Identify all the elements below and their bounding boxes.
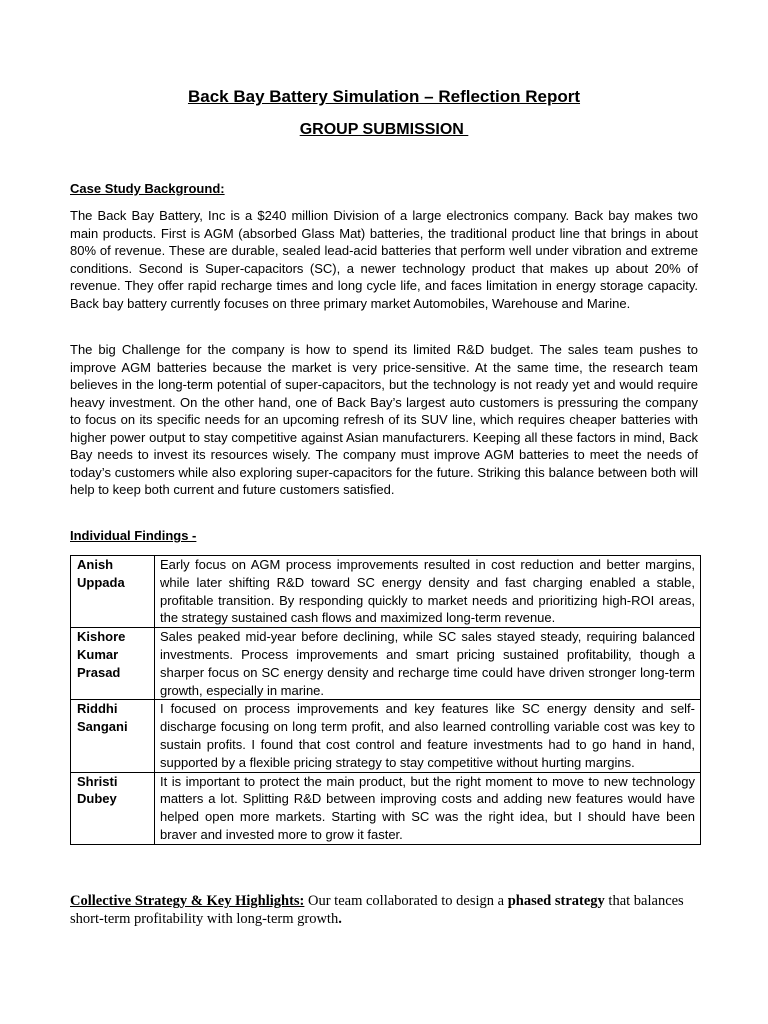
report-title: Back Bay Battery Simulation – Reflection Report [187,87,581,106]
table-row [71,772,701,844]
member-name: Shristi Dubey [71,772,155,844]
collective-end-period: . [338,911,342,927]
background-paragraph-1: The Back Bay Battery, Inc is a $240 million Division of a large electronics company. Back bay makes two main products. First is AGM (absorbed Glass Mat) batteries, the traditional product line that brings in about 80% of revenue. These are durable, sealed lead-acid batteries that perform well under vibration and extreme conditions. Second is Super-capacitors (SC), a newer technology product that makes up about 20% of revenue. They offer rapid recharge times and long cycle life, and faces limitation in energy storage capacity. Back bay battery currently focuses on three primary market Automobiles, Warehouse and Marine. [70,208,698,311]
collective-bold-phrase: phased strategy [507,893,605,909]
collective-strategy-paragraph [70,892,700,928]
collective-text-after: that balances short-term profitability with long-term growth [70,893,684,927]
member-name: Kishore Kumar Prasad [71,628,155,700]
member-finding: Sales peaked mid-year before declining, while SC sales stayed steady, requiring balanced investments. Process improvements and smart pricing sustained profitability, though a sharper focus on SC energy density and recharge time could have driven stronger long-term growth, especially in marine. [155,628,701,700]
member-name: Anish Uppada [71,556,155,628]
member-finding: Early focus on AGM process improvements resulted in cost reduction and better margins, while later shifting R&D toward SC energy density and fast charging enabled a stable, profitable transition. By responding quickly to market needs and prioritizing high-ROI areas, the strategy sustained cash flows and maximized long-term revenue. [155,556,701,628]
member-name: Riddhi Sangani [71,700,155,772]
collective-strategy-heading: Collective Strategy & Key Highlights: [70,893,305,909]
table-row [71,628,701,700]
background-paragraph-2: The big Challenge for the company is how to spend its limited R&D budget. The sales team pushes to improve AGM batteries because the market is very price-sensitive. At the same time, the research team believes in the long-term potential of super-capacitors, but the technology is not ready yet and would require heavy investment. On the other hand, one of Back Bay’s largest auto customers is pressuring the company to focus on its specific needs for an upcoming refresh of its SUV line, which requires cheaper batteries with higher power output to stay competitive against Asian manufacturers. Keeping all these factors in mind, Back Bay needs to invest its resources wisely. The company must improve AGM batteries to meet the needs of today’s customers while also exploring super-capacitors for the future. Striking this balance between both will help to keep both current and future customers satisfied. [70,342,698,497]
report-subtitle: GROUP SUBMISSION [299,121,469,138]
collective-text-before: Our team collaborated to design a [304,893,508,909]
case-study-heading: Case Study Background: [70,181,225,196]
individual-findings-heading: Individual Findings - [70,528,197,543]
member-finding: It is important to protect the main product, but the right moment to move to new technology matters a lot. Splitting R&D between improving costs and adding new features would have helped open more markets. Starting with SC was the right idea, but I should have been braver and invested more to grow it faster. [155,772,701,844]
member-finding: I focused on process improvements and key features like SC energy density and self-discharge focusing on long term profit, and also learned controlling variable cost was key to sustain profits. I found that cost control and feature investments had to go hand in hand, supported by a flexible pricing strategy to stay competitive without hurting margins. [155,700,701,772]
table-row [71,700,701,772]
findings-table [70,555,701,845]
table-row [71,556,701,628]
